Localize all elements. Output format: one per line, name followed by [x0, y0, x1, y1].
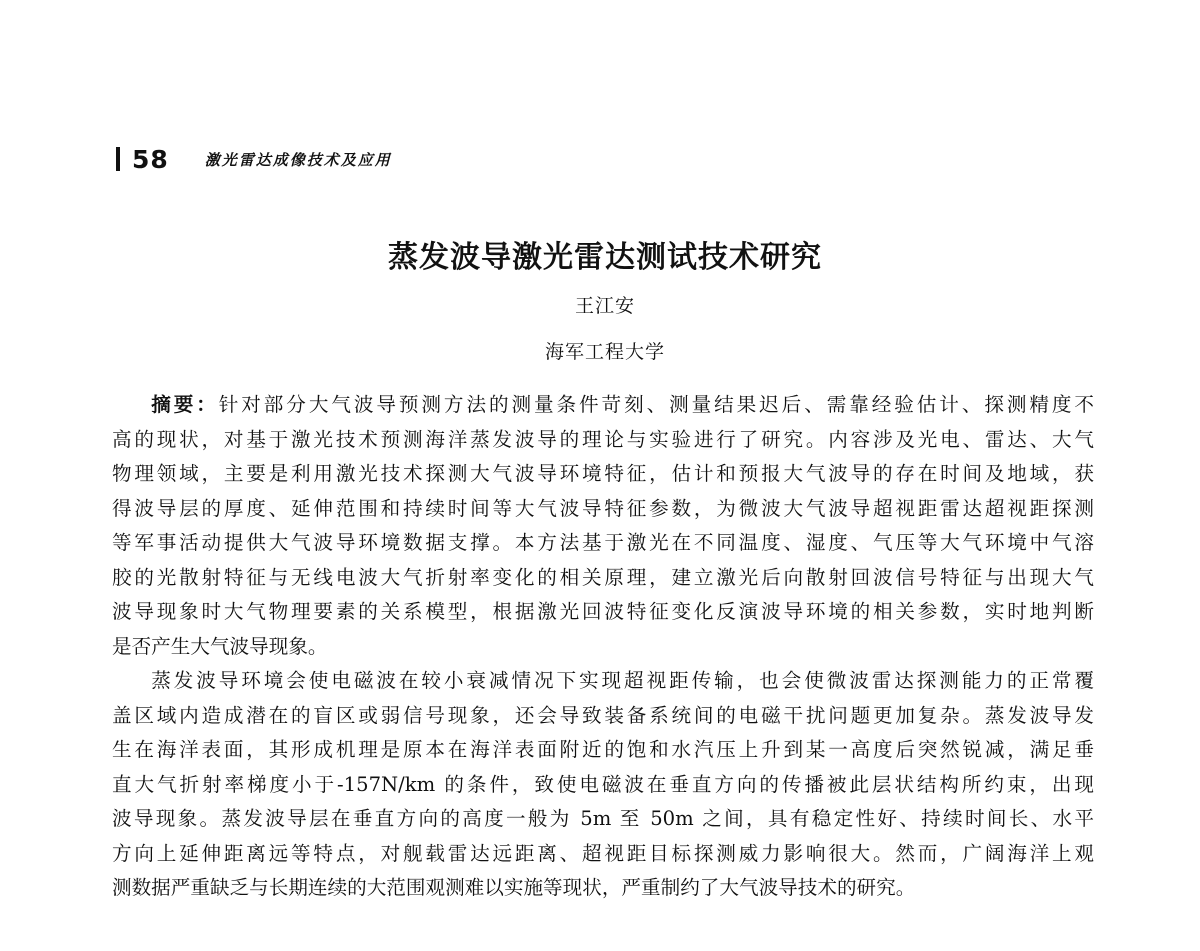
book-title: 激光雷达成像技术及应用 [204, 150, 392, 169]
abstract-line-6: 胶的光散射特征与无线电波大气折射率变化的相关原理，建立激光后向散射回波信号特征与出现大气 [112, 565, 1094, 589]
page-number: 58 [132, 144, 169, 174]
body-paragraph [112, 664, 1094, 906]
abstract-line-4: 得波导层的厚度、延伸范围和持续时间等大气波导特征参数，为微波大气波导超视距雷达超视距探测 [112, 496, 1094, 520]
abstract-line-7: 波导现象时大气物理要素的关系模型，根据激光回波特征变化反演波导环境的相关参数，实时地判断 [112, 600, 1094, 623]
paper-title: 蒸发波导激光雷达测试技术研究 [388, 240, 822, 275]
body-line-2: 盖区域内造成潜在的盲区或弱信号现象，还会导致装备系统间的电磁干扰问题更加复杂。蒸发波导发 [112, 703, 1094, 727]
header-rule [116, 147, 120, 171]
body-line-7: 测数据严重缺乏与长期连续的大范围观测难以实施等现状，严重制约了大气波导技术的研究。 [112, 876, 916, 899]
body-line-4: 直大气折射率梯度小于-157N/km 的条件，致使电磁波在垂直方向的传播被此层状结构所约束，出现 [112, 772, 1094, 796]
abstract-label: 摘要： [151, 393, 219, 416]
paper-author: 王江安 [574, 295, 635, 317]
body-line-1: 蒸发波导环境会使电磁波在较小衰减情况下实现超视距传输，也会使微波雷达探测能力的正常覆 [151, 669, 1094, 692]
abstract-line-5: 等军事活动提供大气波导环境数据支撑。本方法基于激光在不同温度、湿度、气压等大气环境中气溶 [112, 531, 1094, 554]
abstract-line-2: 高的现状，对基于激光技术预测海洋蒸发波导的理论与实验进行了研究。内容涉及光电、雷达、大气 [112, 427, 1094, 451]
body-line-5: 波导现象。蒸发波导层在垂直方向的高度一般为 5m 至 50m 之间，具有稳定性好、持续时间长、水平 [112, 807, 1094, 830]
abstract-line-8: 是否产生大气波导现象。 [112, 634, 328, 658]
abstract-paragraph [112, 388, 1094, 664]
running-header [116, 142, 392, 176]
abstract-line-1: 摘要：针对部分大气波导预测方法的测量条件苛刻、测量结果迟后、需靠经验估计、探测精度不 [151, 393, 1095, 416]
abstract-line-3: 物理领域，主要是利用激光技术探测大气波导环境特征，估计和预报大气波导的存在时间及地域，获 [112, 462, 1094, 485]
body-line-3: 生在海洋表面，其形成机理是原本在海洋表面附近的饱和水汽压上升到某一高度后突然锐减，满足垂 [112, 738, 1094, 761]
body-line-6: 方向上延伸距离远等特点，对舰载雷达远距离、超视距目标探测威力影响很大。然而，广阔海洋上观 [112, 841, 1094, 865]
body-text [112, 388, 1094, 906]
paper-affiliation: 海军工程大学 [544, 341, 665, 363]
